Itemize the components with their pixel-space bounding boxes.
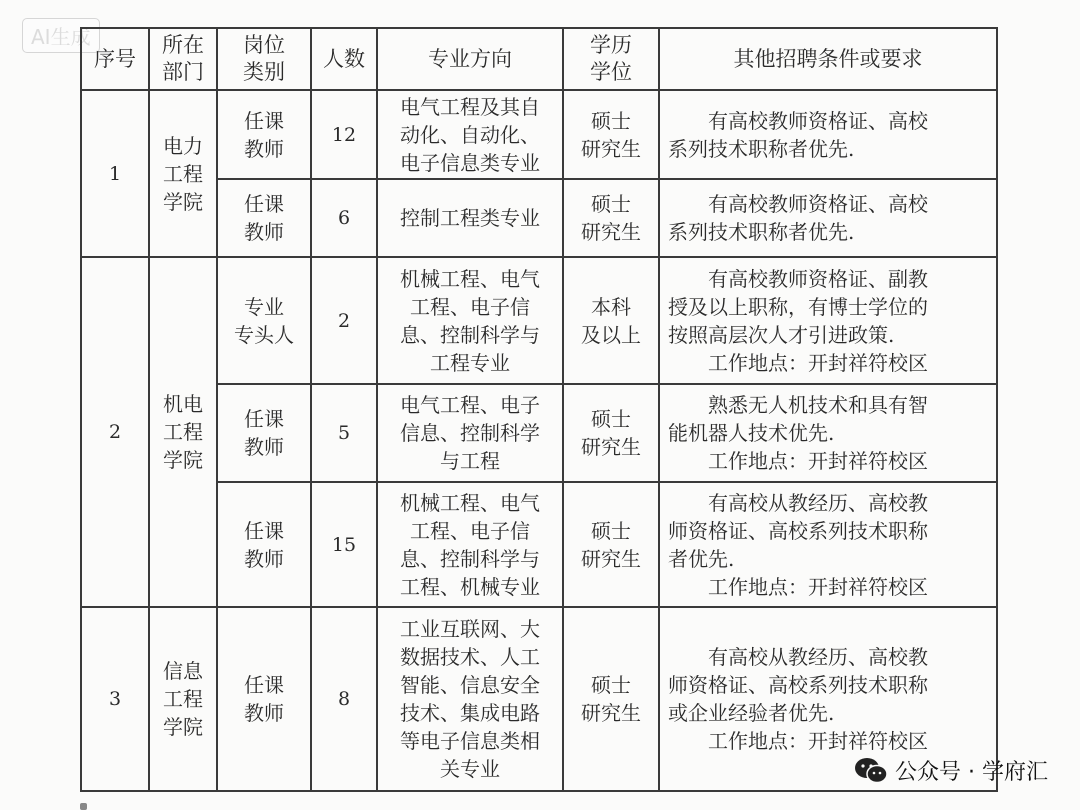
header-pos-type — [217, 28, 311, 90]
requirement-line: 系列技术职称者优先. — [668, 220, 855, 244]
cell-line: 学院 — [163, 189, 203, 214]
cell-line: 教师 — [244, 136, 284, 161]
cell-line: 岗位 — [243, 33, 285, 57]
requirements-cell — [659, 384, 997, 482]
cell-line: 序号 — [94, 46, 136, 71]
degree-cell — [563, 482, 659, 607]
count-cell: 6 — [311, 179, 377, 257]
cell-line: 信息 — [163, 659, 203, 683]
cell-line: 技术、集成电路 — [400, 701, 540, 725]
requirement-line: 工作地点：开封祥符校区 — [708, 729, 928, 753]
requirement-line: 工作地点：开封祥符校区 — [708, 574, 928, 599]
requirement-line: 或企业经验者优先. — [668, 701, 835, 725]
cell-line: 电气工程及其自 — [400, 94, 540, 119]
table-row — [81, 257, 997, 384]
cell-line: 智能、信息安全 — [400, 673, 540, 697]
requirement-line: 系列技术职称者优先. — [668, 136, 855, 161]
cell-line: 教师 — [244, 546, 284, 571]
seq-cell: 2 — [81, 257, 149, 607]
cell-line: 工程 — [163, 161, 203, 186]
cell-line: 关专业 — [440, 757, 500, 781]
cell-line: 息、控制科学与 — [400, 546, 540, 571]
requirement-line: 有高校教师资格证、副教 — [708, 266, 928, 291]
seq-cell: 3 — [81, 607, 149, 791]
requirement-line: 能机器人技术优先. — [668, 421, 835, 445]
cell-line: 工程 — [163, 687, 203, 711]
cell-line: 电气工程、电子 — [400, 393, 540, 417]
table-row — [81, 179, 997, 257]
cell-line: 任课 — [244, 518, 284, 543]
header-major — [377, 28, 563, 90]
cell-line: 学位 — [590, 60, 632, 84]
count-cell: 2 — [311, 257, 377, 384]
requirement-line: 熟悉无人机技术和具有智 — [708, 393, 928, 417]
requirements-cell — [659, 482, 997, 607]
cell-line: 息、控制科学与 — [400, 322, 540, 347]
cell-line: 工程、电子信 — [410, 294, 530, 319]
cell-line: 信息、控制科学 — [400, 421, 540, 445]
cell-line: 学院 — [163, 715, 203, 739]
cell-line: 部门 — [162, 60, 204, 84]
major-cell — [377, 384, 563, 482]
cell-line: 工程专业 — [430, 350, 510, 375]
header-degree — [563, 28, 659, 90]
requirement-line: 有高校从教经历、高校教 — [708, 645, 928, 669]
requirement-line: 工作地点：开封祥符校区 — [708, 449, 928, 473]
cell-line: 学历 — [590, 33, 632, 57]
recruitment-table — [80, 27, 998, 792]
requirement-line: 有高校教师资格证、高校 — [708, 108, 928, 133]
requirement-line: 有高校从教经历、高校教 — [708, 490, 928, 515]
major-cell — [377, 257, 563, 384]
cell-line: 工业互联网、大 — [400, 617, 540, 641]
cell-line: 控制工程类专业 — [400, 206, 540, 230]
cell-line: 本科 — [591, 294, 631, 319]
cell-line: 任课 — [244, 108, 284, 133]
cell-line: 硕士 — [591, 108, 631, 133]
wechat-icon — [853, 756, 889, 786]
cell-line: 电力 — [163, 133, 203, 158]
position-cell — [217, 384, 311, 482]
cell-line: 工程、机械专业 — [400, 574, 540, 599]
cell-line: 硕士 — [591, 673, 631, 697]
cell-line: 教师 — [244, 435, 284, 459]
table-row — [81, 482, 997, 607]
header-seq — [81, 28, 149, 90]
cell-line: 机械工程、电气 — [400, 266, 540, 291]
dept-cell — [149, 607, 217, 791]
ai-generated-badge: AI生成 — [22, 18, 100, 53]
cell-line: 任课 — [244, 192, 284, 216]
cell-line: 研究生 — [581, 435, 641, 459]
wechat-watermark — [853, 755, 1048, 786]
requirements-cell — [659, 179, 997, 257]
position-cell — [217, 257, 311, 384]
degree-cell — [563, 607, 659, 791]
header-dept — [149, 28, 217, 90]
position-cell — [217, 607, 311, 791]
cell-line: 专业方向 — [428, 46, 512, 71]
cell-line: 工程 — [163, 420, 203, 444]
degree-cell — [563, 90, 659, 179]
cell-line: 教师 — [244, 220, 284, 244]
requirement-line: 工作地点：开封祥符校区 — [708, 350, 928, 375]
cell-line: 研究生 — [581, 136, 641, 161]
requirement-line: 者优先. — [668, 546, 735, 571]
table-row — [81, 384, 997, 482]
cell-line: 硕士 — [591, 192, 631, 216]
requirement-line: 授及以上职称，有博士学位的 — [668, 294, 928, 319]
requirement-line: 按照高层次人才引进政策. — [668, 322, 895, 347]
cell-line: 人数 — [323, 46, 365, 71]
cell-line: 工程、电子信 — [410, 518, 530, 543]
cell-line: 专业 — [244, 294, 284, 319]
cell-line: 研究生 — [581, 546, 641, 571]
requirements-cell — [659, 257, 997, 384]
cell-line: 机械工程、电气 — [400, 490, 540, 515]
cell-line: 硕士 — [591, 407, 631, 431]
count-cell: 12 — [311, 90, 377, 179]
cell-line: 类别 — [243, 60, 285, 84]
degree-cell — [563, 257, 659, 384]
header-count — [311, 28, 377, 90]
count-cell: 5 — [311, 384, 377, 482]
count-cell: 8 — [311, 607, 377, 791]
cell-line: 机电 — [163, 392, 203, 416]
cell-line: 其他招聘条件或要求 — [733, 46, 923, 71]
cell-line: 研究生 — [581, 220, 641, 244]
cell-line: 硕士 — [591, 518, 631, 543]
count-cell: 15 — [311, 482, 377, 607]
requirements-cell — [659, 90, 997, 179]
cell-line: 所在 — [162, 33, 204, 57]
major-cell — [377, 90, 563, 179]
dept-cell — [149, 257, 217, 607]
header-row — [81, 28, 997, 90]
degree-cell — [563, 179, 659, 257]
position-cell — [217, 90, 311, 179]
major-cell — [377, 179, 563, 257]
cell-line: 研究生 — [581, 701, 641, 725]
requirement-line: 有高校教师资格证、高校 — [708, 192, 928, 216]
cell-line: 等电子信息类相 — [400, 729, 540, 753]
major-cell — [377, 607, 563, 791]
requirement-line: 师资格证、高校系列技术职称 — [668, 673, 928, 697]
cell-line: 教师 — [244, 701, 284, 725]
table-row — [81, 90, 997, 179]
cell-line: 与工程 — [440, 449, 500, 473]
seq-cell: 1 — [81, 90, 149, 257]
header-requirements — [659, 28, 997, 90]
watermark-text: 公众号 · 学府汇 — [895, 760, 1048, 785]
cell-line: 电子信息类专业 — [400, 150, 540, 175]
degree-cell — [563, 384, 659, 482]
cell-line: 数据技术、人工 — [400, 645, 540, 669]
scan-mark — [80, 803, 87, 810]
cell-line: 专头人 — [234, 322, 294, 347]
cell-line: 及以上 — [581, 322, 641, 347]
position-cell — [217, 482, 311, 607]
cell-line: 任课 — [244, 407, 284, 431]
position-cell — [217, 179, 311, 257]
cell-line: 学院 — [163, 448, 203, 472]
requirement-line: 师资格证、高校系列技术职称 — [668, 518, 928, 543]
cell-line: 任课 — [244, 673, 284, 697]
dept-cell — [149, 90, 217, 257]
major-cell — [377, 482, 563, 607]
cell-line: 动化、自动化、 — [400, 122, 540, 147]
